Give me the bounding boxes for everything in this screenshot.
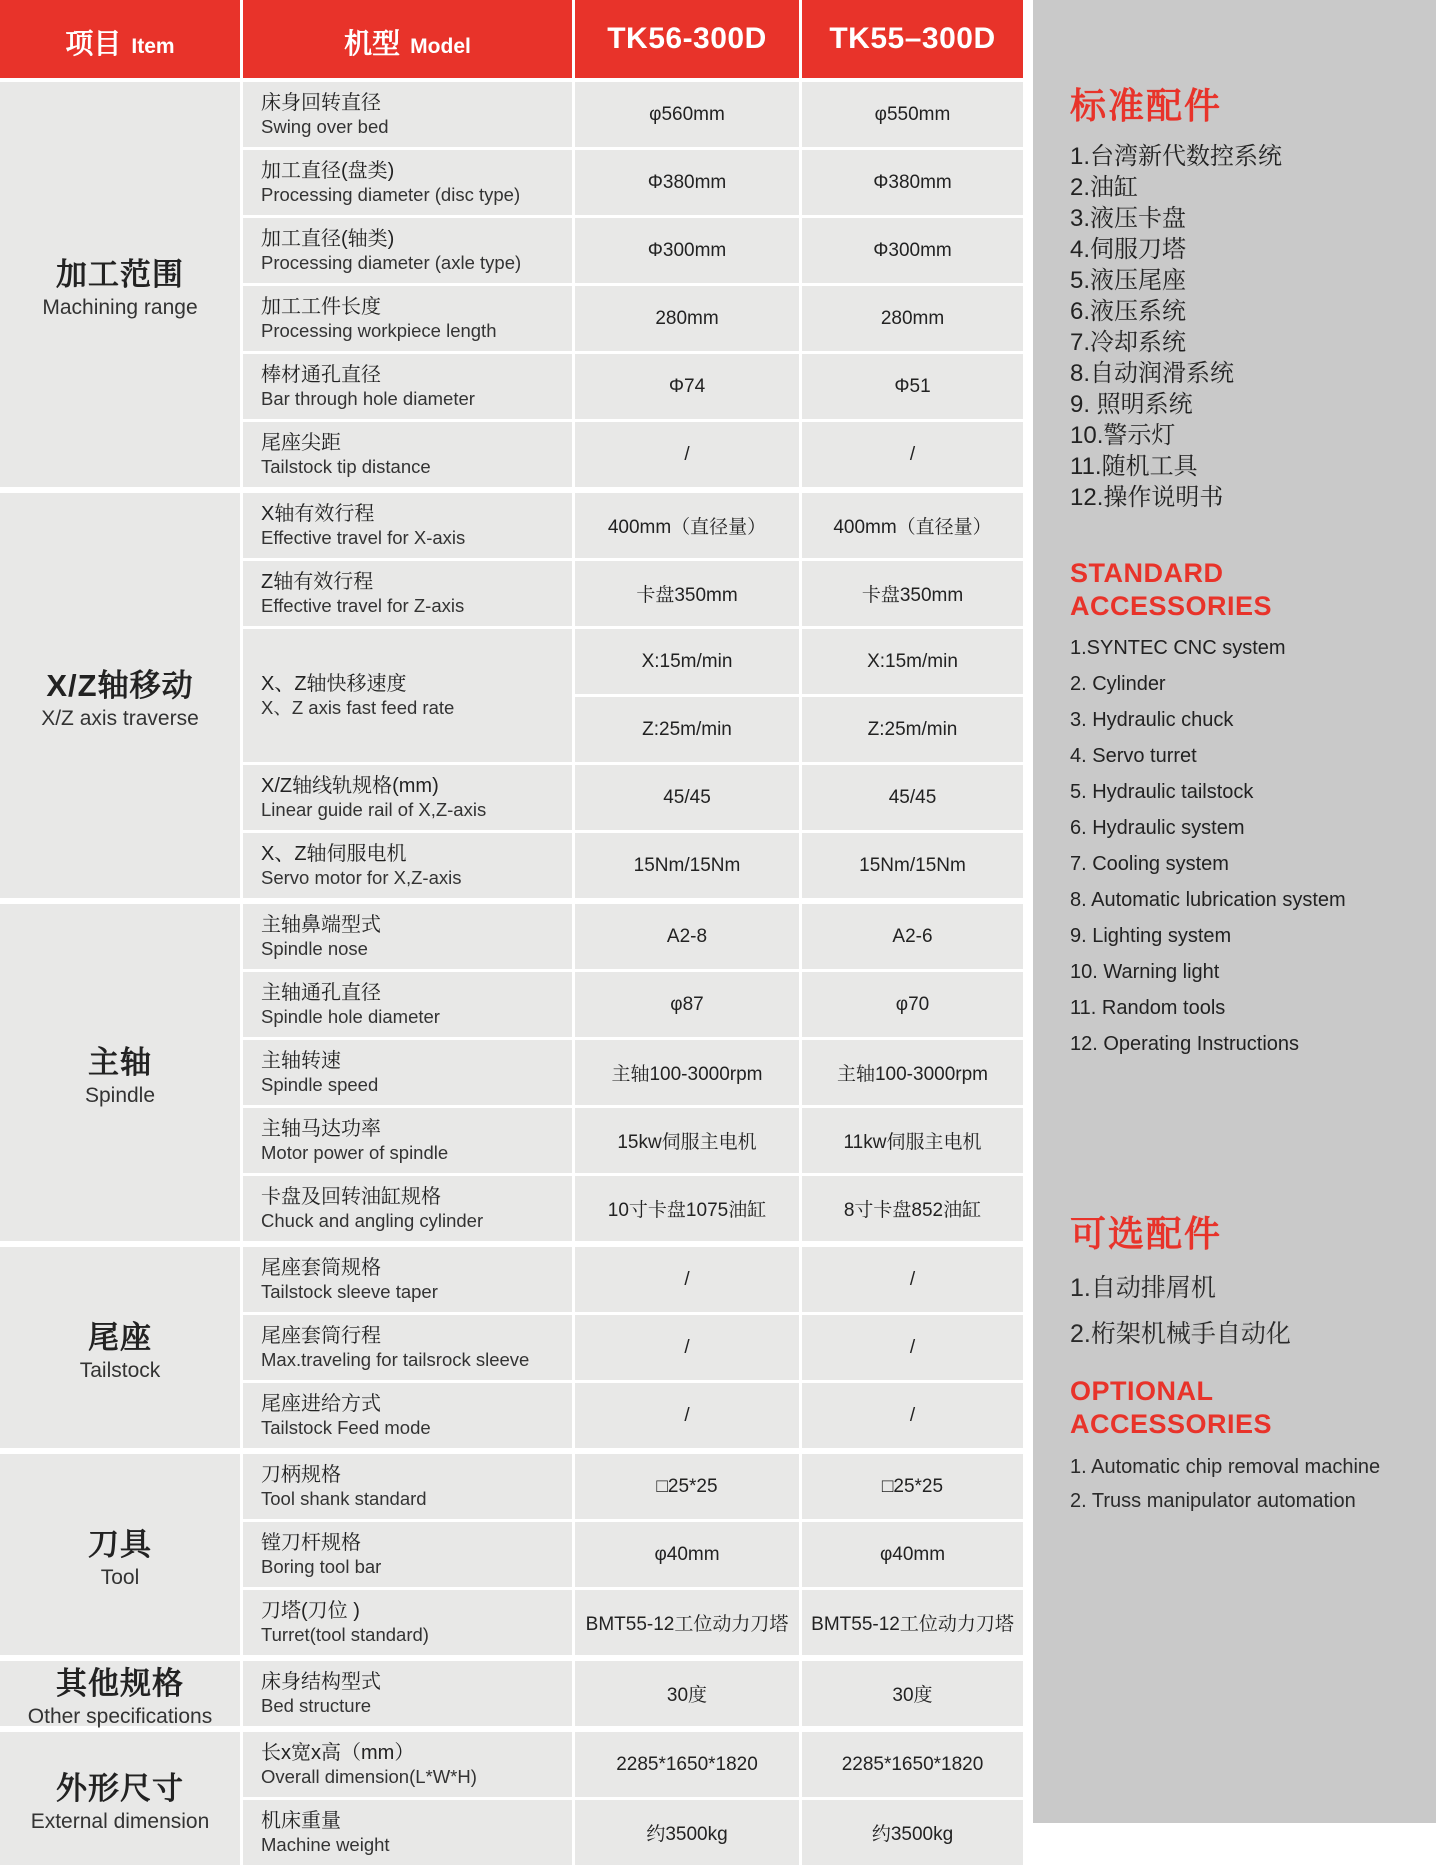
list-item: 1.台湾新代数控系统 — [1070, 143, 1283, 171]
section-label-zh: 刀具 — [88, 1527, 152, 1562]
value-cell: φ40mm — [802, 1522, 1023, 1587]
header-item-en: Item — [131, 35, 175, 58]
value-cell: 400mm（直径量） — [575, 493, 799, 558]
list-item: 2. Cylinder — [1070, 672, 1166, 695]
value-cell: 45/45 — [802, 765, 1023, 830]
section-label-zh: 其他规格 — [56, 1666, 184, 1701]
standard-accessories-en-text: STANDARD ACCESSORIES — [1070, 558, 1273, 621]
value-cell: Z:25m/min — [802, 697, 1023, 762]
section-1 — [0, 82, 1023, 487]
value-cell: A2-6 — [802, 904, 1023, 969]
param-zh: 加工工件长度 — [261, 295, 381, 318]
param-cell — [243, 1315, 572, 1380]
param-cell — [243, 1661, 572, 1726]
section-6 — [0, 1661, 1023, 1726]
value-cell: □25*25 — [575, 1454, 799, 1519]
list-item: 7. Cooling system — [1070, 852, 1229, 875]
optional-accessories-zh-list — [1070, 1265, 1418, 1357]
value-cell: Φ380mm — [802, 150, 1023, 215]
section-3 — [0, 904, 1023, 1241]
param-cell — [243, 972, 572, 1037]
param-cell — [243, 150, 572, 215]
value-cell: / — [802, 1247, 1023, 1312]
section-label-zh: X/Z轴移动 — [46, 668, 194, 703]
model2-label: TK55–300D — [829, 22, 996, 55]
value-cell: / — [575, 422, 799, 487]
list-item: 4. Servo turret — [1070, 744, 1197, 767]
section-label — [0, 1454, 240, 1655]
param-cell — [243, 833, 572, 898]
list-item: 1.SYNTEC CNC system — [1070, 636, 1286, 659]
section-4 — [0, 1247, 1023, 1448]
param-en: Effective travel for Z-axis — [261, 594, 465, 616]
param-cell — [243, 354, 572, 419]
param-en: Swing over bed — [261, 115, 389, 137]
section-label — [0, 493, 240, 898]
value-cell: 280mm — [575, 286, 799, 351]
list-item: 11.随机工具 — [1070, 453, 1198, 481]
value-cell: 约3500kg — [802, 1800, 1023, 1865]
value-cell: φ70 — [802, 972, 1023, 1037]
param-en: Spindle speed — [261, 1073, 379, 1095]
param-zh: 主轴鼻端型式 — [261, 913, 381, 936]
value-cell: 30度 — [575, 1661, 799, 1726]
value-cell: 约3500kg — [575, 1800, 799, 1865]
param-zh: 加工直径(盘类) — [261, 159, 395, 182]
section-label-en: Other specifications — [27, 1705, 213, 1728]
param-cell — [243, 1040, 572, 1105]
value-cell: 10寸卡盘1075油缸 — [575, 1176, 799, 1241]
value-cell: 8寸卡盘852油缸 — [802, 1176, 1023, 1241]
list-item: 5.液压尾座 — [1070, 267, 1187, 295]
param-zh: 长x宽x高（mm） — [261, 1741, 415, 1764]
param-cell — [243, 493, 572, 558]
list-item: 3. Hydraulic chuck — [1070, 708, 1234, 731]
standard-accessories-zh-title: 标准配件 — [1070, 85, 1223, 126]
param-zh: X/Z轴线轨规格(mm) — [261, 774, 439, 797]
param-cell — [243, 561, 572, 626]
param-zh: 刀塔(刀位 ) — [261, 1599, 360, 1622]
param-cell — [243, 1732, 572, 1797]
value-cell: φ87 — [575, 972, 799, 1037]
param-en: Processing workpiece length — [261, 319, 497, 341]
value-cell: BMT55-12工位动力刀塔 — [802, 1590, 1023, 1655]
value-cell: X:15m/min — [575, 629, 799, 694]
list-item: 11. Random tools — [1070, 996, 1226, 1019]
accessories-sidebar — [1033, 0, 1436, 1823]
param-zh: X、Z轴伺服电机 — [261, 842, 407, 865]
standard-accessories-en-title — [1070, 557, 1418, 622]
section-label-en: Spindle — [84, 1084, 156, 1107]
param-en: Tailstock Feed mode — [261, 1416, 431, 1438]
param-cell — [243, 82, 572, 147]
param-zh: 主轴通孔直径 — [261, 981, 381, 1004]
value-cell: φ550mm — [802, 82, 1023, 147]
value-cell: / — [575, 1247, 799, 1312]
section-label — [0, 82, 240, 487]
value-cell: / — [802, 422, 1023, 487]
list-item: 1.自动排屑机 — [1070, 1274, 1216, 1303]
param-en: Processing diameter (axle type) — [261, 251, 522, 273]
param-en: Chuck and angling cylinder — [261, 1209, 484, 1231]
param-zh: 床身回转直径 — [261, 91, 381, 114]
param-zh: 棒材通孔直径 — [261, 363, 381, 386]
value-cell: 400mm（直径量） — [802, 493, 1023, 558]
section-2 — [0, 493, 1023, 898]
param-zh: 床身结构型式 — [261, 1670, 381, 1693]
param-zh: 尾座套筒规格 — [261, 1256, 381, 1279]
standard-accessories-zh-list — [1070, 141, 1418, 513]
section-label-en: Tool — [100, 1566, 140, 1589]
param-en: Tool shank standard — [261, 1487, 427, 1509]
section-label-en: Machining range — [42, 296, 198, 319]
value-cell: Φ300mm — [802, 218, 1023, 283]
param-en: Tailstock tip distance — [261, 455, 431, 477]
section-label-zh: 外形尺寸 — [56, 1771, 184, 1806]
value-cell: Φ380mm — [575, 150, 799, 215]
header-item-zh: 项目 — [65, 28, 122, 59]
param-en: Linear guide rail of X,Z-axis — [261, 798, 487, 820]
param-en: Turret(tool standard) — [261, 1623, 429, 1645]
param-cell — [243, 286, 572, 351]
list-item: 10. Warning light — [1070, 960, 1220, 983]
value-cell: φ560mm — [575, 82, 799, 147]
list-item: 9. 照明系统 — [1070, 391, 1193, 419]
section-label-zh: 加工范围 — [56, 257, 184, 292]
param-zh: 卡盘及回转油缸规格 — [261, 1185, 441, 1208]
value-cell: □25*25 — [802, 1454, 1023, 1519]
param-cell — [243, 1176, 572, 1241]
value-cell: BMT55-12工位动力刀塔 — [575, 1590, 799, 1655]
optional-accessories-en-title — [1070, 1375, 1418, 1440]
list-item: 3.液压卡盘 — [1070, 205, 1187, 233]
list-item: 2. Truss manipulator automation — [1070, 1489, 1356, 1512]
value-cell: A2-8 — [575, 904, 799, 969]
list-item: 4.伺服刀塔 — [1070, 236, 1187, 264]
param-zh: X、Z轴快移速度 — [261, 672, 407, 695]
param-en: Spindle nose — [261, 937, 368, 959]
param-zh: Z轴有效行程 — [261, 570, 374, 593]
value-cell: Φ74 — [575, 354, 799, 419]
value-cell: 卡盘350mm — [575, 561, 799, 626]
standard-accessories-en-list — [1070, 630, 1418, 1062]
list-item: 6.液压系统 — [1070, 298, 1187, 326]
section-label-zh: 尾座 — [88, 1320, 152, 1355]
header-cell-item — [0, 0, 240, 78]
value-cell: 2285*1650*1820 — [575, 1732, 799, 1797]
table-body — [0, 82, 1023, 1865]
section-label-zh: 主轴 — [88, 1045, 152, 1080]
value-cell: Φ300mm — [575, 218, 799, 283]
list-item: 2.油缸 — [1070, 174, 1139, 202]
section-5 — [0, 1454, 1023, 1655]
value-cell: 15kw伺服主电机 — [575, 1108, 799, 1173]
value-cell: / — [802, 1315, 1023, 1380]
value-cell: 45/45 — [575, 765, 799, 830]
value-cell: 280mm — [802, 286, 1023, 351]
param-en: Machine weight — [261, 1833, 390, 1855]
value-cell: 主轴100-3000rpm — [802, 1040, 1023, 1105]
param-cell — [243, 1590, 572, 1655]
param-cell — [243, 1108, 572, 1173]
section-label-en: X/Z axis traverse — [41, 707, 199, 730]
header-cell-tk55-300d — [802, 0, 1023, 78]
param-cell — [243, 904, 572, 969]
param-zh: 主轴转速 — [261, 1049, 341, 1072]
table-header — [0, 0, 1023, 78]
section-label — [0, 1247, 240, 1448]
param-en: Effective travel for X-axis — [261, 526, 466, 548]
value-cell: 主轴100-3000rpm — [575, 1040, 799, 1105]
list-item: 12. Operating Instructions — [1070, 1032, 1300, 1055]
value-cell: Z:25m/min — [575, 697, 799, 762]
param-en: Tailstock sleeve taper — [261, 1280, 438, 1302]
list-item: 12.操作说明书 — [1070, 484, 1224, 512]
header-model-zh: 机型 — [344, 28, 401, 59]
param-en: Servo motor for X,Z-axis — [261, 866, 462, 888]
optional-accessories-zh-title: 可选配件 — [1070, 1212, 1223, 1254]
param-cell — [243, 629, 572, 762]
list-item: 10.警示灯 — [1070, 422, 1176, 450]
param-en: Max.traveling for tailsrock sleeve — [261, 1348, 530, 1370]
value-cell: 2285*1650*1820 — [802, 1732, 1023, 1797]
param-en: Overall dimension(L*W*H) — [261, 1765, 477, 1787]
section-label-en: External dimension — [30, 1810, 210, 1833]
value-cell: / — [575, 1315, 799, 1380]
param-cell — [243, 765, 572, 830]
list-item: 9. Lighting system — [1070, 924, 1232, 947]
section-label — [0, 1661, 240, 1726]
optional-accessories-en-list — [1070, 1450, 1418, 1518]
list-item: 6. Hydraulic system — [1070, 816, 1245, 839]
param-cell — [243, 1383, 572, 1448]
value-cell: Φ51 — [802, 354, 1023, 419]
param-cell — [243, 1454, 572, 1519]
param-zh: 加工直径(轴类) — [261, 227, 395, 250]
param-en: Motor power of spindle — [261, 1141, 449, 1163]
param-zh: X轴有效行程 — [261, 502, 375, 525]
optional-accessories-en-text: OPTIONAL ACCESSORIES — [1070, 1376, 1273, 1439]
value-cell: 卡盘350mm — [802, 561, 1023, 626]
value-cell: 11kw伺服主电机 — [802, 1108, 1023, 1173]
param-cell — [243, 422, 572, 487]
value-cell: X:15m/min — [802, 629, 1023, 694]
header-cell-model — [243, 0, 572, 78]
section-7 — [0, 1732, 1023, 1865]
list-item: 1. Automatic chip removal machine — [1070, 1455, 1381, 1478]
section-label — [0, 904, 240, 1241]
param-zh: 主轴马达功率 — [261, 1117, 381, 1140]
param-zh: 机床重量 — [261, 1809, 341, 1832]
value-cell: / — [575, 1383, 799, 1448]
list-item: 8. Automatic lubrication system — [1070, 888, 1346, 911]
list-item: 5. Hydraulic tailstock — [1070, 780, 1254, 803]
section-label-en: Tailstock — [79, 1359, 161, 1382]
param-zh: 尾座套筒行程 — [261, 1324, 381, 1347]
param-en: Boring tool bar — [261, 1555, 382, 1577]
value-cell: / — [802, 1383, 1023, 1448]
param-cell — [243, 1800, 572, 1865]
param-en: Processing diameter (disc type) — [261, 183, 521, 205]
param-en: Bar through hole diameter — [261, 387, 475, 409]
value-cell: 15Nm/15Nm — [575, 833, 799, 898]
value-cell: φ40mm — [575, 1522, 799, 1587]
param-zh: 尾座进给方式 — [261, 1392, 381, 1415]
param-zh: 镗刀杆规格 — [261, 1531, 361, 1554]
value-cell: 30度 — [802, 1661, 1023, 1726]
param-zh: 刀柄规格 — [261, 1463, 341, 1486]
header-model-en: Model — [410, 35, 471, 58]
header-cell-tk56-300d — [575, 0, 799, 78]
value-cell: 15Nm/15Nm — [802, 833, 1023, 898]
list-item: 7.冷却系统 — [1070, 329, 1187, 357]
param-en: X、Z axis fast feed rate — [261, 696, 455, 718]
param-cell — [243, 218, 572, 283]
list-item: 8.自动润滑系统 — [1070, 360, 1235, 388]
list-item: 2.桁架机械手自动化 — [1070, 1320, 1291, 1349]
param-zh: 尾座尖距 — [261, 431, 341, 454]
model1-label: TK56-300D — [607, 22, 767, 55]
param-cell — [243, 1522, 572, 1587]
param-cell — [243, 1247, 572, 1312]
section-label — [0, 1732, 240, 1865]
param-en: Bed structure — [261, 1694, 372, 1716]
param-en: Spindle hole diameter — [261, 1005, 440, 1027]
